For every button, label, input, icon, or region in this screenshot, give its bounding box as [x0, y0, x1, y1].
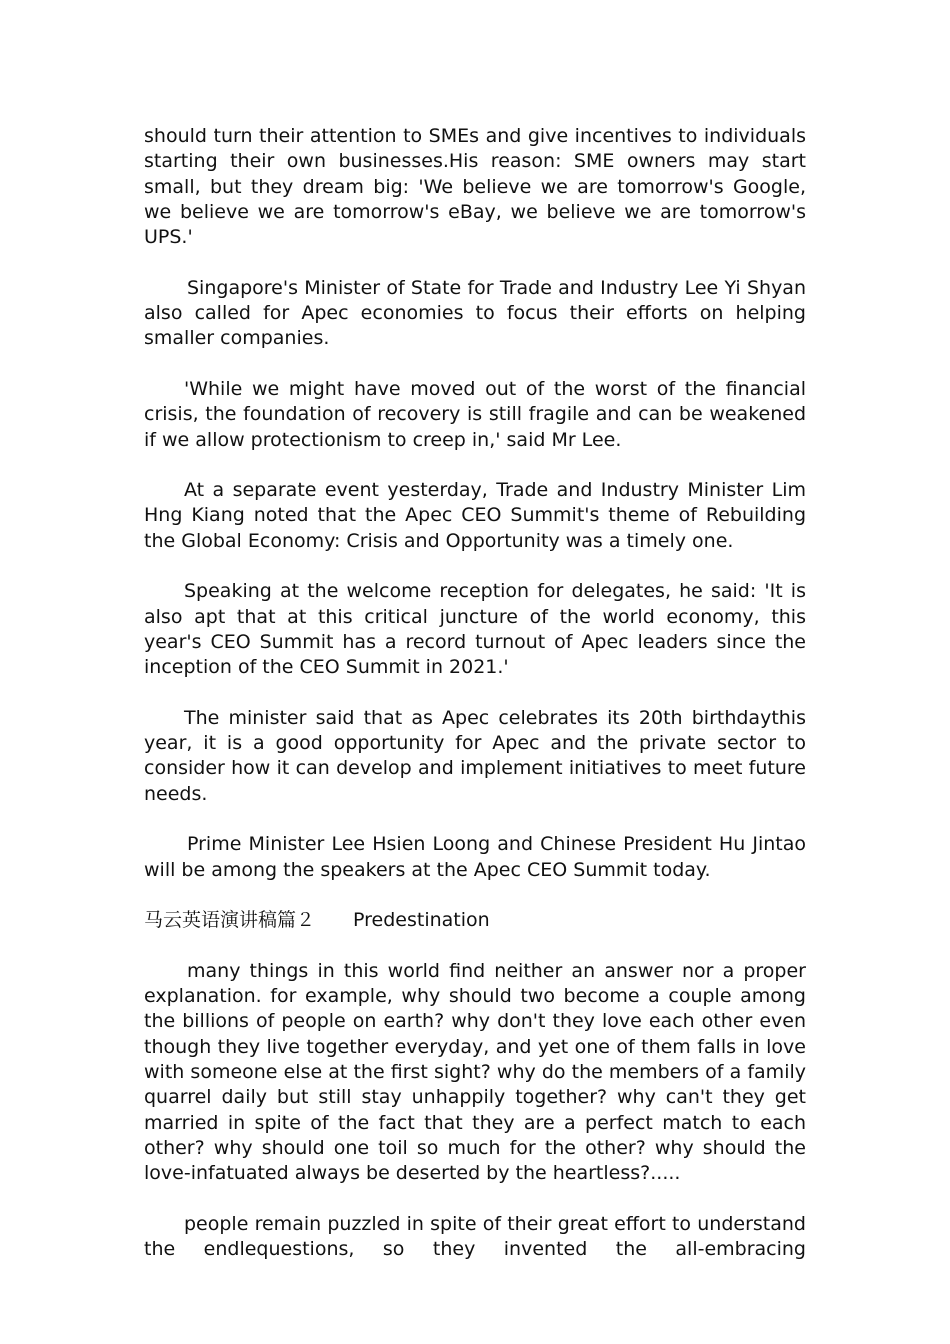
- section-heading-title: Predestination: [353, 909, 490, 932]
- paragraph-lim-hng-kiang: At a separate event yesterday, Trade and Industry Minister Lim Hng Kiang noted that the Apec CEO Summit's theme of Rebuilding the Global Economy: Crisis and Opportunity was a timely one.: [144, 479, 806, 552]
- section-heading-label: 马云英语演讲稿篇２: [144, 909, 316, 932]
- paragraph-puzzled-people: people remain puzzled in spite of their great effort to understand the endlequestions, so they invented the all-embracing: [144, 1212, 806, 1261]
- paragraph-sme-incentives: should turn their attention to SMEs and give incentives to individuals starting their own businesses.His reason: SME owners may start small, but they dream big: 'We believe we are tomorrow's Google, we believe we are tomorrow's eBay, we believe we are tomorrow's UPS.': [144, 125, 806, 249]
- paragraph-apec-birthday: The minister said that as Apec celebrates its 20th birthdaythis year, it is a good opportunity for Apec and the private sector to consider how it can develop and implement initiatives to meet future needs.: [144, 706, 806, 805]
- paragraph-lee-yi-shyan: Singapore's Minister of State for Trade and Industry Lee Yi Shyan also called for Apec economies to focus their efforts on helping smaller companies.: [144, 276, 806, 350]
- paragraph-protectionism-quote: 'While we might have moved out of the worst of the financial crisis, the foundation of recovery is still fragile and can be weakened if we allow protectionism to creep in,' said Mr Lee.: [144, 377, 806, 451]
- document-page: [144, 124, 806, 1288]
- paragraph-speakers: Prime Minister Lee Hsien Loong and Chinese President Hu Jintao will be among the speakers at the Apec CEO Summit today.: [144, 833, 806, 881]
- section-heading: [144, 908, 806, 933]
- paragraph-welcome-reception: Speaking at the welcome reception for delegates, he said: 'It is also apt that at this critical juncture of the world economy, this year's CEO Summit has a record turnout of Apec leaders since the inception of the CEO Summit in 2021.': [144, 580, 806, 679]
- paragraph-predestination-questions: many things in this world find neither an answer nor a proper explanation. for example, why should two become a couple among the billions of people on earth? why don't they love each other even though they live together everyday, and yet one of them falls in love with someone else at the first sight? why do the members of a family quarrel daily but still stay unhappily together? why can't they get married in spite of the fact that they are a perfect match to each other? why should one toil so much for the other? why should the love-infatuated always be deserted by the heartless?.....: [144, 959, 806, 1185]
